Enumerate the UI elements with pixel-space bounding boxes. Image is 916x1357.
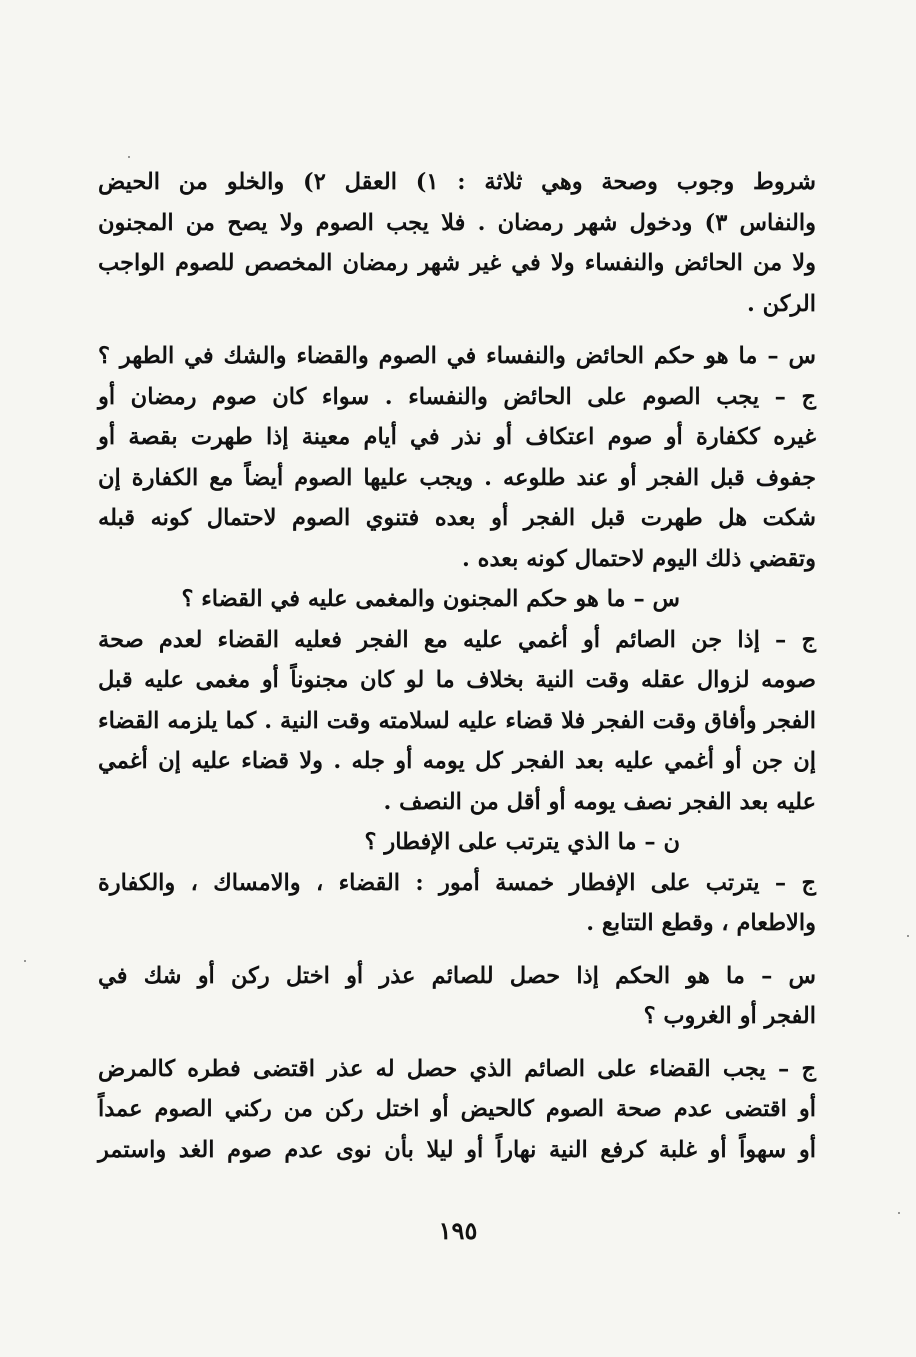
question-insane — [98, 579, 816, 620]
text-line: ج – يترتب على الإفطار خمسة أمور : القضاء ، والامساك ، والكفارة — [98, 869, 816, 896]
text-line: س – ما هو الحكم إذا حصل للصائم عذر أو اختل ركن أو شك في — [98, 962, 816, 989]
text-line: ولا من الحائض والنفساء ولا في غير شهر رمضان المخصص للصوم الواجب — [98, 250, 816, 276]
text-line: ن – ما الذي يترتب على الإفطار ؟ — [364, 829, 680, 855]
text-line: الفجر أو الغروب ؟ — [643, 1003, 816, 1029]
text-line: ج – يجب القضاء على الصائم الذي حصل له عذر اقتضى فطره كالمرض — [98, 1055, 816, 1082]
answer-insane — [98, 620, 816, 823]
text-line: جفوف قبل الفجر أو عند طلوعه . ويجب عليها الصوم أيضاً مع الكفارة إن — [98, 464, 816, 491]
text-line: أو سهواً أو غلبة كرفع النية نهاراً أو ليلا بأن نوى عدم صوم الغد واستمر — [98, 1136, 816, 1163]
paragraph-conditions — [98, 162, 816, 324]
text-line: إن جن أو أغمي عليه بعد الفجر كل يومه أو جله . ولا قضاء عليه إن أغمي — [98, 748, 816, 774]
answer-menstruation — [98, 377, 816, 580]
answer-breaking-fast — [98, 863, 816, 944]
text-line: ج – إذا جن الصائم أو أغمي عليه مع الفجر فعليه القضاء لعدم صحة — [98, 626, 816, 653]
text-line: وتقضي ذلك اليوم لاحتمال كونه بعده . — [461, 545, 816, 572]
text-line: والنفاس ٣) ودخول شهر رمضان . فلا يجب الصوم ولا يصح من المجنون — [98, 209, 816, 236]
text-line: س – ما هو حكم الحائض والنفساء في الصوم والقضاء والشك في الطهر ؟ — [98, 343, 816, 369]
question-excuse — [98, 956, 816, 1037]
text-line: شروط وجوب وصحة وهي ثلاثة : ١) العقل ٢) والخلو من الحيض — [98, 169, 816, 195]
question-menstruation — [98, 336, 816, 377]
text-line: س – ما هو حكم المجنون والمغمى عليه في القضاء ؟ — [181, 586, 680, 612]
scan-speck — [24, 960, 26, 962]
text-line: شكت هل طهرت قبل الفجر أو بعده فتنوي الصوم لاحتمال كونه قبله — [98, 505, 816, 531]
text-line: صومه لزوال عقله وقت النية بخلاف ما لو كان مجنوناً أو مغمى عليه قبل — [98, 667, 816, 693]
scan-speck — [898, 1212, 900, 1214]
answer-excuse — [98, 1049, 816, 1171]
text-line: عليه بعد الفجر نصف يومه أو أقل من النصف . — [383, 788, 816, 815]
text-line: الركن . — [746, 290, 816, 317]
scan-speck — [128, 156, 130, 158]
text-line: غيره ككفارة أو صوم اعتكاف أو نذر في أيام معينة إذا طهرت بقصة أو — [98, 424, 816, 450]
text-line: ج – يجب الصوم على الحائض والنفساء . سواء كان صوم رمضان أو — [98, 383, 816, 410]
text-line: الفجر وأفاق وقت الفجر فلا قضاء عليه لسلامته وقت النية . كما يلزمه القضاء — [98, 707, 816, 734]
scan-speck — [907, 935, 909, 937]
question-breaking-fast — [98, 822, 816, 863]
text-line: والاطعام ، وقطع التتابع . — [586, 910, 816, 936]
page-body-text — [98, 162, 816, 1170]
text-line: أو اقتضى عدم صحة الصوم كالحيض أو اختل ركن من ركني الصوم عمداً — [98, 1096, 816, 1122]
page-number: ١٩٥ — [438, 1216, 478, 1245]
